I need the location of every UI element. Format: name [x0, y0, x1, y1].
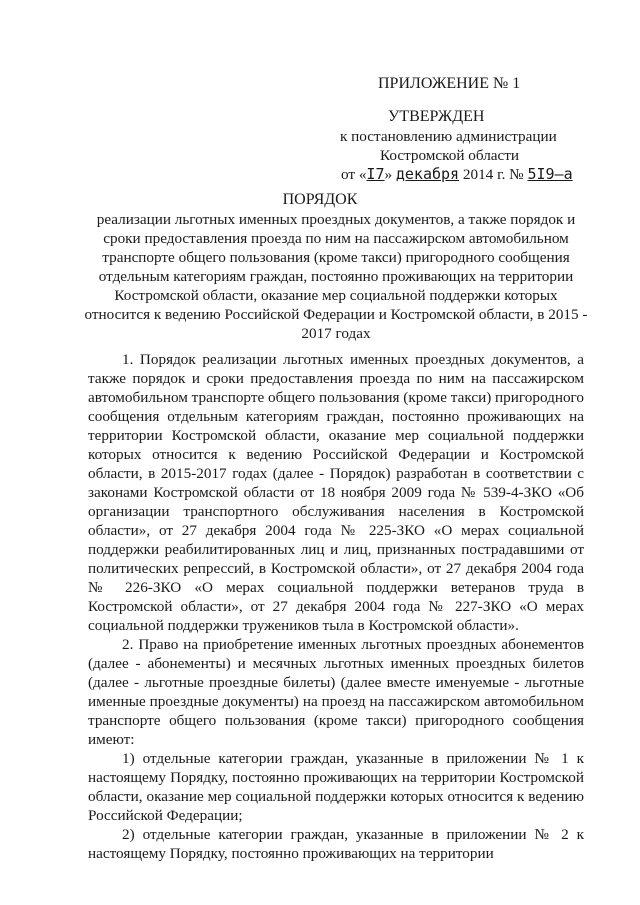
approval-line-region: Костромской области	[380, 147, 520, 164]
paragraph-2: 2. Право на приобретение именных льготных проездных абонементов (далее - абонементы) и месячных льготных именных проездных билетов (далее - льготные проездные билеты) (далее вместе именуемые - льготные именные проездные документы) на проезд на пассажирском автомобильном транспорте общего пользования (кроме такси) пригородного сообщения имеют:	[88, 636, 584, 748]
date-day: I7	[366, 165, 385, 183]
approval-line-resolution: к постановлению администрации	[340, 128, 557, 145]
resolution-number: 5I9–а	[527, 165, 573, 183]
date-month: декабря	[395, 165, 460, 183]
date-year: 2014 г. №	[462, 166, 524, 183]
paragraph-2-item-1: 1) отдельные категории граждан, указанные в приложении № 1 к настоящему Порядку, постоянно проживающих на территории Костромской области, оказание мер социальной поддержки которых относится к ведению Российской Федерации;	[88, 750, 584, 824]
document-title: ПОРЯДОК	[282, 191, 358, 208]
approval-date-line	[341, 165, 573, 184]
document-body	[88, 350, 584, 863]
approved-heading: УТВЕРЖДЕН	[388, 108, 485, 125]
date-mid: »	[384, 166, 393, 183]
paragraph-1: 1. Порядок реализации льготных именных проездных документов, а также порядок и сроки предоставления проезда по ним на пассажирском автомобильном транспорте общего пользования (кроме такси) пригородного сообщения отдельным категориям граждан, постоянно проживающих на территории Костромской области, оказание мер социальной поддержки которых относится к ведению Российской Федерации и Костромской области, в 2015-2017 годах (далее - Порядок) разработан в соответствии с законами Костромской области от 18 ноября 2009 года № 539-4-ЗКО «Об организации транспортного обслуживания населения в Костромской области», от 27 декабря 2004 года № 225-ЗКО «О мерах социальной поддержки реабилитированных лиц и лиц, признанных пострадавшими от политических репрессий, в Костромской области», от 27 декабря 2004 года № 226-ЗКО «О мерах социальной поддержки ветеранов труда в Костромской области», от 27 декабря 2004 года № 227-ЗКО «О мерах социальной поддержки тружеников тыла в Костромской области».	[88, 351, 584, 634]
appendix-heading: ПРИЛОЖЕНИЕ № 1	[378, 75, 521, 92]
document-subtitle: реализации льготных именных проездных документов, а также порядок и сроки предоставления проезда по ним на пассажирском автомобильном транспорте общего пользования (кроме такси) пригородного сообщения отдельным категориям граждан, постоянно проживающих на территории Костромской области, оказание мер социальной поддержки которых относится к ведению Российской Федерации и Костромской области, в 2015 - 2017 годах	[84, 211, 588, 342]
paragraph-2-item-2: 2) отдельные категории граждан, указанные в приложении № 2 к настоящему Порядку, постоянно проживающих на территории	[88, 826, 584, 862]
date-prefix: от «	[341, 166, 367, 183]
